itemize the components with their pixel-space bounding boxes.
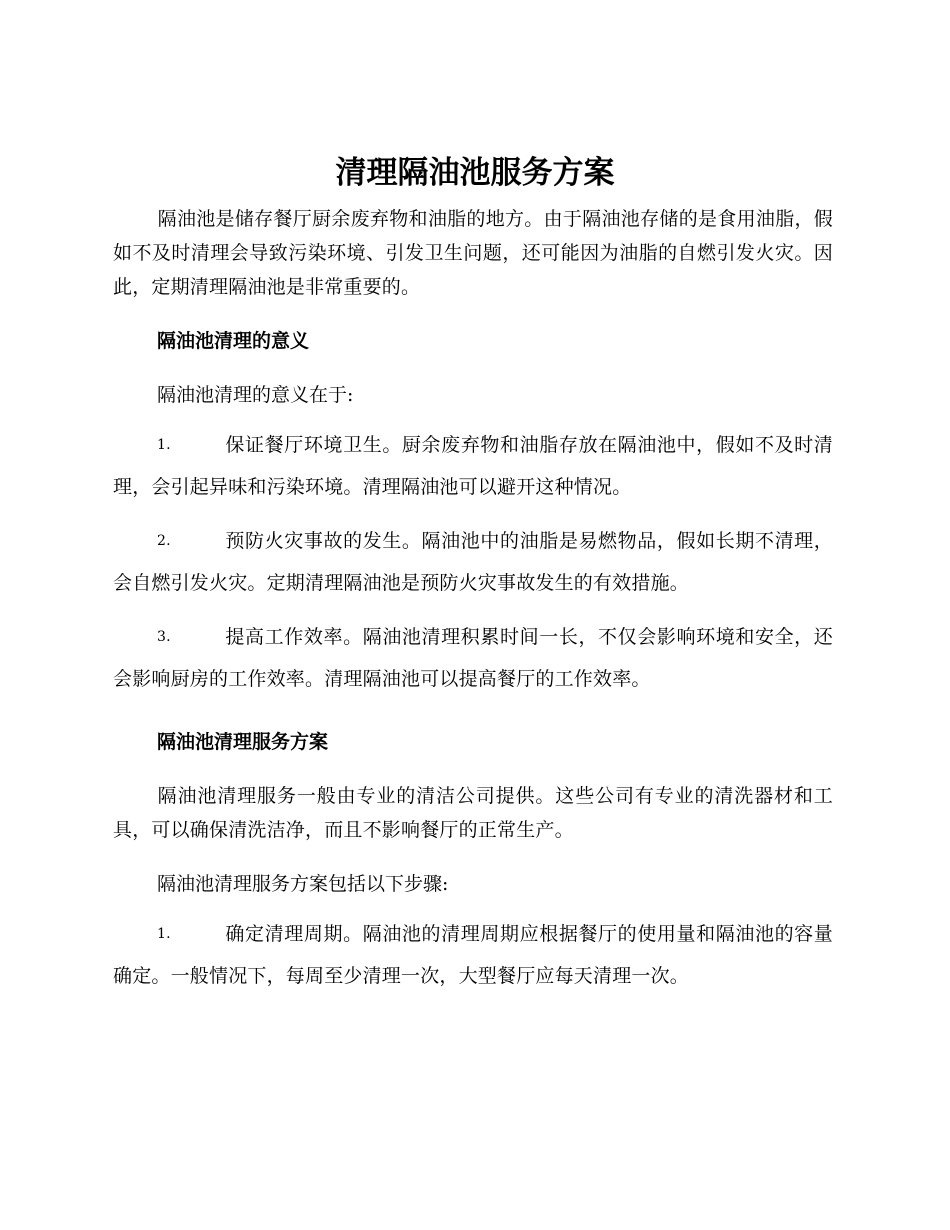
intro-paragraph: 隔油池是储存餐厅厨余废弃物和油脂的地方。由于隔油池存储的是食用油脂，假如不及时清理会导致污染环境、引发卫生问题，还可能因为油脂的自燃引发火灾。因此，定期清理隔油池是非常重要的。 [113, 208, 833, 298]
list-item [113, 616, 833, 700]
list-item-number: 3. [157, 629, 171, 645]
list-item-text: 保证餐厅环境卫生。厨余废弃物和油脂存放在隔油池中，假如不及时清理，会引起异味和污染环境。清理隔油池可以避开这种情况。 [113, 434, 833, 498]
list-item-text: 预防火灾事故的发生。隔油池中的油脂是易燃物品，假如长期不清理，会自燃引发火灾。定期清理隔油池是预防火灾事故发生的有效措施。 [113, 530, 833, 594]
list-item [113, 424, 833, 508]
list-item-number: 2. [157, 533, 171, 549]
list-item [113, 913, 833, 997]
list-item-text: 提高工作效率。隔油池清理积累时间一长，不仅会影响环境和安全，还会影响厨房的工作效率。清理隔油池可以提高餐厅的工作效率。 [113, 626, 833, 690]
service-steps-intro: 隔油池清理服务方案包括以下步骤: [157, 873, 449, 895]
document-title: 清理隔油池服务方案 [335, 155, 615, 191]
section-heading-service-plan: 隔油池清理服务方案 [157, 731, 329, 753]
list-item [113, 520, 833, 604]
list-item-text: 确定清理周期。隔油池的清理周期应根据餐厅的使用量和隔油池的容量确定。一般情况下，每周至少清理一次，大型餐厅应每天清理一次。 [113, 923, 833, 987]
section-heading-significance: 隔油池清理的意义 [157, 330, 310, 352]
significance-intro: 隔油池清理的意义在于: [157, 384, 354, 406]
list-item-number: 1. [157, 926, 171, 942]
list-item-number: 1. [157, 437, 171, 453]
service-paragraph: 隔油池清理服务一般由专业的清洁公司提供。这些公司有专业的清洗器材和工具，可以确保清洗洁净，而且不影响餐厅的正常生产。 [113, 785, 833, 841]
document-body [113, 202, 833, 997]
